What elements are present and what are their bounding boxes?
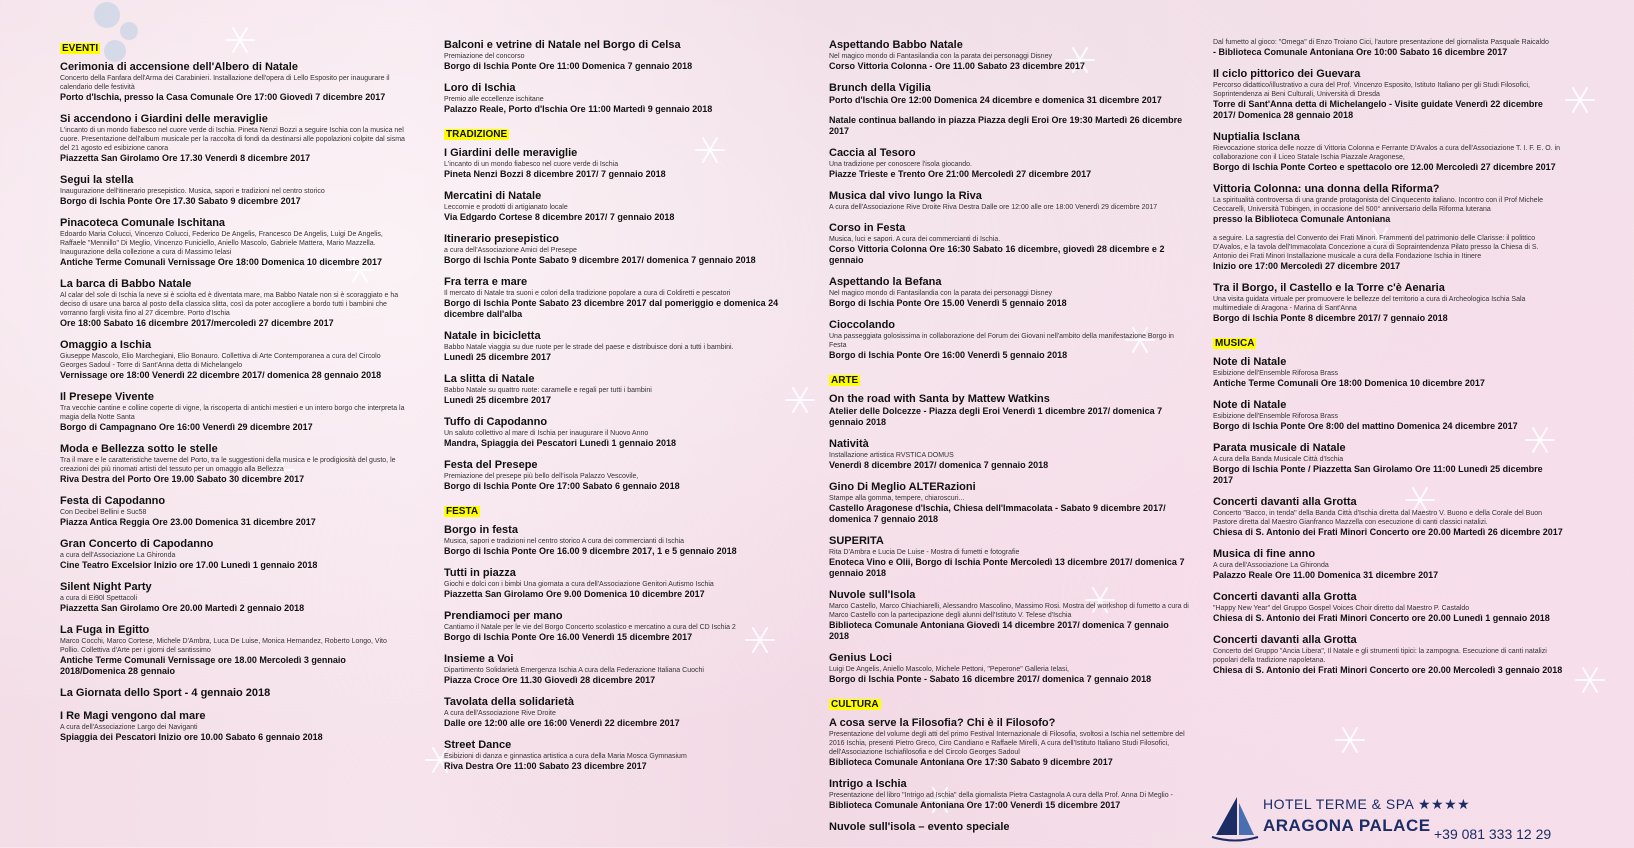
event-title: Nuvole sull'Isola (829, 589, 916, 601)
event-item (60, 580, 405, 614)
event-description: A cura dell'Associazione Largo dei Naviganti (60, 724, 198, 731)
event-description: Cantiamo il Natale per le vie del Borgo Concerto scolastico e mercatino a cura del CD Ischia 2 (444, 624, 736, 631)
event-details: Palazzo Reale, Porto d'Ischia Ore 11:00 Martedì 9 gennaio 2018 (444, 104, 713, 114)
event-description: Concerto del Gruppo "Ancia Libera", Il Natale e gli strumenti tipici: la zampogna. Esecuzione di canti natalizi popolari della tradizione napoletana. (1213, 648, 1547, 664)
event-item (444, 652, 789, 686)
event-title: Insieme a Voi (444, 653, 514, 665)
event-details: Piazzetta San Girolamo Ore 20.00 Martedì 2 gennaio 2018 (60, 603, 305, 613)
event-item (60, 277, 405, 329)
event-details: Borgo di Ischia Ponte Ore 15.00 Venerdì 5 gennaio 2018 (829, 298, 1067, 308)
event-details: Borgo di Ischia Ponte / Piazzetta San Girolamo Ore 11:00 Lunedì 25 dicembre 2017 (1213, 464, 1543, 485)
event-details: Antiche Terme Comunali Ore 18:00 Domenica 10 dicembre 2017 (1213, 378, 1485, 388)
event-description: Presentazione del libro "Intrigo ad Ischia" della giornalista Pietra Castagnola A cura della Prof. Anna Di Meglio - (829, 792, 1173, 799)
logo-hotel-text: HOTEL TERME & SPA ★★★★ (1263, 796, 1471, 812)
event-details: Chiesa di S. Antonio dei Frati Minori Concerto ore 20.00 Martedì 26 dicembre 2017 (1213, 527, 1563, 537)
event-title: Tavolata della solidarietà (444, 696, 575, 708)
event-description: La spiritualità controversa di una grande protagonista del Cinquecento italiano. Incontro con il Prof Michele Ceccarelli, Università Tübingen, in occasione del 500° anniversario della Riforma luterana (1213, 197, 1543, 213)
event-item (60, 60, 405, 103)
event-title: Pinacoteca Comunale Ischitana (60, 217, 226, 229)
event-item (60, 216, 405, 268)
event-item (60, 173, 405, 207)
event-description: Musica, luci e sapori. A cura dei commercianti di Ischia. (829, 236, 1001, 243)
event-title: Gran Concerto di Capodanno (60, 538, 214, 550)
event-title: Parata musicale di Natale (1213, 442, 1346, 454)
event-description: "Happy New Year" del Gruppo Gospel Voices Choir diretto dal Maestro P. Castaldo (1213, 605, 1470, 612)
event-description: Esibizione dell'Ensemble Riforosa Brass (1213, 413, 1339, 420)
event-details: Borgo di Campagnano Ore 16:00 Venerdì 29 dicembre 2017 (60, 422, 313, 432)
event-description: a cura dell'Associazione La Ghironda (60, 552, 176, 559)
event-title: Segui la stella (60, 174, 134, 186)
event-title: Tuffo di Capodanno (444, 416, 548, 428)
event-title: Itinerario presepistico (444, 233, 559, 245)
event-item (444, 415, 789, 449)
event-item (829, 38, 1189, 72)
event-title: SUPERITA (829, 535, 884, 547)
event-title: La Fuga in Egitto (60, 624, 150, 636)
event-item (444, 146, 789, 180)
event-description: Giochi e dolci con i bimbi Una giornata a cura dell'Associazione Genitori Autismo Ischia (444, 581, 714, 588)
event-title: Concerti davanti alla Grotta (1213, 634, 1357, 646)
event-description: Un saluto collettivo al mare di Ischia per inaugurare il Nuovo Anno (444, 430, 649, 437)
event-item (1213, 590, 1563, 624)
event-title: Brunch della Vigilia (829, 82, 931, 94)
event-details: Piazze Trieste e Trento Ore 21:00 Mercoledì 27 dicembre 2017 (829, 169, 1092, 179)
event-description: Una tradizione per conoscere l'isola giocando. (829, 161, 972, 168)
section-heading: FESTA (446, 506, 479, 517)
event-title: Concerti davanti alla Grotta (1213, 591, 1357, 603)
event-description: Stampe alla gomma, tempere, chiaroscuri... (829, 495, 965, 502)
event-description: Premio alle eccellenze ischitane (444, 96, 544, 103)
event-description: L'incanto di un mondo fiabesco nel cuore verde di Ischia. Pineta Nenzi Bozzi a seguire Ischia con la musica nel cuore. Presentazione dell'album musicale per la raccolta di fondi da destinarsi alle popolazioni colpite dal sisma del 21 agosto ed esibizione canora (60, 127, 405, 152)
event-details: Pineta Nenzi Bozzi 8 dicembre 2017/ 7 gennaio 2018 (444, 169, 666, 179)
event-item (60, 623, 405, 677)
event-details: Borgo di Ischia Ponte Ore 16.00 9 dicembre 2017, 1 e 5 gennaio 2018 (444, 546, 737, 556)
event-description: Rita D'Ambra e Lucia De Luise - Mostra di fumetti e fotografie (829, 549, 1020, 556)
event-item (1213, 441, 1563, 486)
event-description: Con Decibel Bellini e Suc58 (60, 509, 147, 516)
event-description: A cura della Banda Musicale Città d'Ischia (1213, 456, 1344, 463)
event-details: Vernissage ore 18:00 Venerdì 22 dicembre 2017/ domenica 28 gennaio 2018 (60, 370, 382, 380)
event-description: Premiazione del presepe più bello dell'isola Palazzo Vescovile, (444, 473, 639, 480)
event-title: Mercatini di Natale (444, 190, 542, 202)
event-title: Festa di Capodanno (60, 495, 166, 507)
event-title: Il ciclo pittorico dei Guevara (1213, 68, 1361, 80)
event-details: Biblioteca Comunale Antoniana Giovedì 14 dicembre 2017/ domenica 7 gennaio 2018 (829, 620, 1169, 641)
event-details: Cine Teatro Excelsior Inizio ore 17.00 Lunedì 1 gennaio 2018 (60, 560, 318, 570)
event-description: Marco Cocchi, Marco Cortese, Michele D'Ambra, Luca De Luise, Monica Hernandez, Roberto Longo, Vito Pollio. Collettiva d'Arte per i giorni del santissimo (60, 638, 387, 654)
section-heading: EVENTI (62, 43, 99, 54)
event-description: Inaugurazione dell'itinerario presepistico. Musica, sapori e tradizioni nel centro storico (60, 188, 325, 195)
event-item (444, 329, 789, 363)
event-details: Venerdì 8 dicembre 2017/ domenica 7 gennaio 2018 (829, 460, 1049, 470)
event-title: Silent Night Party (60, 581, 152, 593)
hotel-logo (1210, 795, 1600, 845)
event-details: Piazza Antica Reggia Ore 23.00 Domenica 31 dicembre 2017 (60, 517, 316, 527)
event-title: Tra il Borgo, il Castello e la Torre c'è Aenaria (1213, 282, 1445, 294)
section-heading: MUSICA (1215, 338, 1255, 349)
event-details: Porto d'Ischia Ore 12:00 Domenica 24 dicembre e domenica 31 dicembre 2017 (829, 95, 1162, 105)
event-description: Dal fumetto al gioco: "Omega" di Enzo Troiano Cici, l'autore presentazione del giornalista Pasquale Raicaldo (1213, 39, 1549, 46)
event-title: Intrigo a Ischia (829, 778, 907, 790)
event-item (1213, 633, 1563, 676)
event-details: Borgo di Ischia Ponte Sabato 23 dicembre 2017 dal pomeriggio e domenica 24 dicembre dall'alba (444, 298, 779, 319)
event-item (829, 480, 1189, 525)
event-details: Biblioteca Comunale Antoniana Ore 17:00 Venerdì 15 dicembre 2017 (829, 800, 1121, 810)
event-item (1213, 495, 1563, 538)
event-description: A cura dell'Associazione Rive Droite Riva Destra Dalle ore 12:00 alle ore 18:00 Venerdì 29 dicembre 2017 (829, 204, 1158, 211)
event-description: L'incanto di un mondo fiabesco nel cuore verde di Ischia (444, 161, 619, 168)
event-title: Corso in Festa (829, 222, 906, 234)
event-description: Edoardo Maria Colucci, Vincenzo Colucci, Federico De Angelis, Francesco De Angelis, Luigi De Angelis, Raffaele "Mennillo" Di Meglio, Vincenzo Funiciello, Aniello Mascolo, Gabriele Mattera, Mario Mazzella. Inaugurazione della collezione a cura di Massimo Ielasi (60, 231, 383, 256)
event-title: Borgo in festa (444, 524, 518, 536)
event-title: Nuptialia Isclana (1213, 131, 1300, 143)
section-heading: CULTURA (831, 699, 879, 710)
event-title: Note di Natale (1213, 356, 1287, 368)
event-title: I Giardini delle meraviglie (444, 147, 578, 159)
event-item (829, 534, 1189, 579)
event-title: Omaggio a Ischia (60, 339, 152, 351)
event-details: Torre di Sant'Anna detta di Michelangelo - Visite guidate Venerdì 22 dicembre 2017/ Domenica 28 gennaio 2018 (1213, 99, 1543, 120)
event-details: Chiesa di S. Antonio dei Frati Minori Concerto ore 20.00 Mercoledì 3 gennaio 2018 (1213, 665, 1563, 675)
event-title: Il Presepe Vivente (60, 391, 154, 403)
decor-bubble (94, 2, 120, 28)
column-3 (829, 38, 1189, 843)
event-title: Musica di fine anno (1213, 548, 1316, 560)
event-item (829, 716, 1189, 768)
event-item (60, 442, 405, 485)
event-description: a cura di Ei90l Spettacoli (60, 595, 138, 602)
event-details: Borgo di Ischia Ponte 8 dicembre 2017/ 7 gennaio 2018 (1213, 313, 1448, 323)
event-item (60, 390, 405, 433)
event-description: Giuseppe Mascolo, Elio Marchegiani, Elio Bonauro. Collettiva di Arte Contemporanea a cura del Circolo Georges Sadoul - Torre di Sant'Anna detta di Michelangelo (60, 353, 381, 369)
event-title: Fra terra e mare (444, 276, 528, 288)
event-details: Borgo di Ischia Ponte Sabato 9 dicembre 2017/ domenica 7 gennaio 2018 (444, 255, 756, 265)
section-heading: TRADIZIONE (446, 129, 508, 140)
event-item (444, 372, 789, 406)
event-title: I Re Magi vengono dal mare (60, 710, 206, 722)
event-details: Piazzetta San Girolamo Ore 17.30 Venerdì 8 dicembre 2017 (60, 153, 311, 163)
event-title: Natale in bicicletta (444, 330, 541, 342)
event-details: Antiche Terme Comunali Vernissage Ore 18:00 Domenica 10 dicembre 2017 (60, 257, 382, 267)
event-description: Nel magico mondo di Fantasilandia con la parata dei personaggi Disney (829, 53, 1052, 60)
event-title: Tutti in piazza (444, 567, 516, 579)
event-item (444, 458, 789, 492)
event-title: Natività (829, 438, 869, 450)
event-item (444, 695, 789, 729)
event-details: - Biblioteca Comunale Antoniana Ore 10:00 Sabato 16 dicembre 2017 (1213, 47, 1508, 57)
event-item (60, 338, 405, 381)
event-description: Premiazione del concorso (444, 53, 525, 60)
event-details: Dalle ore 12:00 alle ore 16:00 Venerdì 22 dicembre 2017 (444, 718, 680, 728)
event-title: Loro di Ischia (444, 82, 516, 94)
sailboat-icon (1210, 795, 1260, 843)
event-details: Ore 18:00 Sabato 16 dicembre 2017/mercoledì 27 dicembre 2017 (60, 318, 334, 328)
event-details: Riva Destra Ore 11:00 Sabato 23 dicembre 2017 (444, 761, 647, 771)
event-item (60, 494, 405, 528)
event-item (444, 232, 789, 266)
event-description: Il mercato di Natale tra suoni e colori della tradizione popolare a cura di Coldiretti e pescatori (444, 290, 731, 297)
event-description: Luigi De Angelis, Aniello Mascolo, Michele Pettoni, "Peperone" Galleria Ielasi, (829, 666, 1069, 673)
event-details: Atelier delle Dolcezze - Piazza degli Eroi Venerdì 1 dicembre 2017/ domenica 7 gennaio 2018 (829, 406, 1163, 427)
event-item (1213, 355, 1563, 389)
event-details: Lunedì 25 dicembre 2017 (444, 395, 552, 405)
event-title: Si accendono i Giardini delle meraviglie (60, 113, 268, 125)
event-description: Esibizioni di danza e ginnastica artistica a cura della Maria Mosca Gymnasium (444, 753, 687, 760)
event-title: A cosa serve la Filosofia? Chi è il Filosofo? (829, 717, 1056, 729)
event-details: Borgo di Ischia Ponte Ore 8:00 del mattino Domenica 24 dicembre 2017 (1213, 421, 1518, 431)
event-item (829, 146, 1189, 180)
event-description: Marco Castello, Marco Chiachiarelli, Alessandro Mascolino, Massimo Rosi. Mostra del workshop di fumetto a cura di Marco Castello con la partecipazione degli alunni dell'Istituto V. Telese d'Ischia (829, 603, 1189, 619)
event-details: Inizio ore 17:00 Mercoledì 27 dicembre 2017 (1213, 261, 1401, 271)
event-description: Una visita guidata virtuale per promuovere le bellezze del territorio a cura di Archeologica Ischia Sala multimediale di Aragona - Marina di Sant'Anna (1213, 296, 1526, 312)
event-item (1213, 38, 1563, 58)
event-title: Vittoria Colonna: una donna della Riforma? (1213, 183, 1440, 195)
event-description: Tra vecchie cantine e colline coperte di vigne, la riscoperta di antichi mestieri e un intero borgo che interpreta la magia della Notte Santa (60, 405, 405, 421)
event-item (444, 275, 789, 320)
section-heading: ARTE (831, 375, 859, 386)
event-details: Biblioteca Comunale Antoniana Ore 17:30 Sabato 9 dicembre 2017 (829, 757, 1113, 767)
event-details: Borgo di Ischia Ponte Ore 16.00 Venerdì 15 dicembre 2017 (444, 632, 693, 642)
event-item (829, 318, 1189, 361)
event-description: Musica, sapori e tradizioni nel centro storico A cura dei commercianti di Ischia (444, 538, 685, 545)
event-item (829, 437, 1189, 471)
event-description: Tra il mare e le caratteristiche taverne del Porto, tra le suggestioni della musica e le prodigiosità del gusto, le creazioni dei più rinomati artisti del tessuto per un omaggio alla Bellezza (60, 457, 396, 473)
event-description: Nel magico mondo di Fantasilandia con la parata dei personaggi Disney (829, 290, 1052, 297)
event-item (60, 709, 405, 743)
event-title: Street Dance (444, 739, 512, 751)
event-description: Leccornie e prodotti di artigianato locale (444, 204, 568, 211)
event-item (829, 221, 1189, 266)
event-details: Piazzetta San Girolamo Ore 9.00 Domenica 10 dicembre 2017 (444, 589, 705, 599)
event-item (829, 820, 1189, 834)
event-details: Borgo di Ischia Ponte Ore 17:00 Sabato 6 gennaio 2018 (444, 481, 680, 491)
event-details: Enoteca Vino e Olii, Borgo di Ischia Ponte Mercoledì 13 dicembre 2017/ domenica 7 gennaio 2018 (829, 557, 1185, 578)
event-details: Borgo di Ischia Ponte Corteo e spettacolo ore 12.00 Mercoledì 27 dicembre 2017 (1213, 162, 1556, 172)
event-item (1213, 234, 1563, 272)
event-details: Via Edgardo Cortese 8 dicembre 2017/ 7 gennaio 2018 (444, 212, 675, 222)
event-item (829, 651, 1189, 685)
event-title: On the road with Santa by Mattew Watkins (829, 393, 1050, 405)
event-details: Borgo di Ischia Ponte Ore 11:00 Domenica 7 gennaio 2018 (444, 61, 693, 71)
event-details: Mandra, Spiaggia dei Pescatori Lunedì 1 gennaio 2018 (444, 438, 677, 448)
event-title: Concerti davanti alla Grotta (1213, 496, 1357, 508)
event-description: Rievocazione storica delle nozze di Vittoria Colonna e Ferrante D'Avalos a cura dell'Associazione T. I. F. E. O. in collaborazione con il Liceo Statale Ischia Piazzale Aragonese, (1213, 145, 1561, 161)
event-item (1213, 547, 1563, 581)
event-title: Aspettando la Befana (829, 276, 942, 288)
event-item (829, 275, 1189, 309)
event-title: Balconi e vetrine di Natale nel Borgo di Celsa (444, 39, 681, 51)
event-description: Concerto "Bacco, in tenda" della Banda Città d'Ischia diretta dal Maestro V. Buono e della Corale del Buon Pastore diretta dal Maestro Gianfranco Mazzella con esecuzione di canti classici natalizi. (1213, 510, 1543, 526)
event-description: Concerto della Fanfara dell'Arma dei Carabinieri. Installazione dell'opera di Lello Esposito per inaugurare il calendario delle festività (60, 75, 390, 91)
event-details: Corso Vittoria Colonna Ore 16:30 Sabato 16 dicembre, giovedì 28 dicembre e 2 gennaio (829, 244, 1165, 265)
event-item (444, 523, 789, 557)
event-item (60, 112, 405, 164)
event-details: Porto d'Ischia, presso la Casa Comunale Ore 17:00 Giovedì 7 dicembre 2017 (60, 92, 386, 102)
event-description: Percorso didattico/illustrativo a cura del Prof. Vincenzo Esposito, Istituto Italiano per gli Studi Filosofici, Soprintendenza ai Beni Culturali, Università di Dresda (1213, 82, 1530, 98)
event-title: Moda e Bellezza sotto le stelle (60, 443, 218, 455)
event-title: Caccia al Tesoro (829, 147, 916, 159)
event-description: Esibizione dell'Ensemble Riforosa Brass (1213, 370, 1339, 377)
event-item (1213, 281, 1563, 324)
event-description: A cura dell'Associazione Rive Droite (444, 710, 556, 717)
event-description: Babbo Natale su quattro ruote: caramelle e regali per tutti i bambini (444, 387, 652, 394)
column-2 (444, 38, 789, 781)
event-item (444, 738, 789, 772)
event-description: Installazione artistica RVSTICA DOMUS (829, 452, 954, 459)
event-title: Musica dal vivo lungo la Riva (829, 190, 982, 202)
event-item (444, 609, 789, 643)
event-description: Dipartimento Solidarietà Emergenza Ischia A cura della Federazione Italiana Cuochi (444, 667, 704, 674)
event-description: Una passeggiata golosissima in collaborazione del Forum dei Giovani nell'ambito della manifestazione Borgo in Festa (829, 333, 1174, 349)
event-item (60, 537, 405, 571)
event-item (829, 588, 1189, 642)
event-item (829, 115, 1189, 137)
event-description: a cura dell'Associazione Amici del Presepe (444, 247, 577, 254)
column-4 (1213, 38, 1563, 685)
event-item (444, 189, 789, 223)
event-item (1213, 182, 1563, 225)
event-title: Prendiamoci per mano (444, 610, 563, 622)
event-title: Note di Natale (1213, 399, 1287, 411)
event-item (829, 392, 1189, 428)
event-title: Aspettando Babbo Natale (829, 39, 963, 51)
event-description: Presentazione del volume degli atti del primo Festival Internazionale di Filosofia, svoltosi a Ischia nel settembre del 2016 Ischia, presenti Pietro Greco, Ciro Candiano e Raffaele Mirelli, A cura dell'Istituto Italiano Studi Filosofici, dell'Associazione Ischiafilosofia e del Circolo Georges Sadoul (829, 731, 1185, 756)
event-item (60, 686, 405, 700)
event-item (1213, 67, 1563, 121)
event-title: Genius Loci (829, 652, 892, 664)
column-1 (60, 38, 405, 752)
event-details: Castello Aragonese d'Ischia, Chiesa dell'Immacolata - Sabato 9 dicembre 2017/ domenica 7 gennaio 2018 (829, 503, 1166, 524)
event-title: La Giornata dello Sport - 4 gennaio 2018 (60, 687, 271, 699)
event-description: Al calar del sole di Ischia la neve si è sciolta ed è diventata mare, ma Babbo Natale non si è scoraggiato e ha deciso di usare una barca al posto della classica slitta, così da poter accogliere a bordo tutti i bambini che vorranno fargli visita fino al 27 dicembre. Porto d'Ischia (60, 292, 399, 317)
event-title: Festa del Presepe (444, 459, 538, 471)
event-details: Antiche Terme Comunali Vernissage ore 18.00 Mercoledì 3 gennaio 2018/Domenica 28 gennaio (60, 655, 346, 676)
event-title: Gino Di Meglio ALTERazioni (829, 481, 976, 493)
event-item (444, 38, 789, 72)
event-description: a seguire. La sagrestia del Convento dei Frati Minori. Frammenti del patrimonio delle Clarisse: il polittico D'Avalos, e la tavola dell'Immacolata Concezione a cura di Sopraintendenza Pilato presso la Chiesa di S. Antonio dei Frati Minori Installazione musicale a cura della Fondazione Ischia in Itinere (1213, 235, 1539, 260)
event-item (829, 81, 1189, 106)
event-details: Piazza Croce Ore 11.30 Giovedì 28 dicembre 2017 (444, 675, 656, 685)
event-details: Borgo di Ischia Ponte Ore 16:00 Venerdì 5 gennaio 2018 (829, 350, 1068, 360)
event-item (444, 566, 789, 600)
event-item (829, 189, 1189, 212)
event-title: Nuvole sull'isola – evento speciale (829, 821, 1010, 833)
event-description: A cura dell'Associazione La Ghironda (1213, 562, 1329, 569)
event-details: Lunedì 25 dicembre 2017 (444, 352, 552, 362)
event-details: Spiaggia dei Pescatori Inizio ore 10.00 Sabato 6 gennaio 2018 (60, 732, 323, 742)
event-description: Babbo Natale viaggia su due ruote per le strade del paese e distribuisce doni a tutti i bambini. (444, 344, 734, 351)
event-details: presso la Biblioteca Comunale Antoniana (1213, 214, 1391, 224)
event-details: Chiesa di S. Antonio dei Frati Minori Concerto ore 20.00 Lunedì 1 gennaio 2018 (1213, 613, 1550, 623)
event-details: Palazzo Reale Ore 11.00 Domenica 31 dicembre 2017 (1213, 570, 1439, 580)
event-title: Cerimonia di accensione dell'Albero di Natale (60, 61, 298, 73)
event-details: Corso Vittoria Colonna - Ore 11.00 Sabato 23 dicembre 2017 (829, 61, 1085, 71)
event-details: Riva Destra del Porto Ore 19.00 Sabato 30 dicembre 2017 (60, 474, 305, 484)
event-details: Borgo di Ischia Ponte - Sabato 16 dicembre 2017/ domenica 7 gennaio 2018 (829, 674, 1152, 684)
event-details: Borgo di Ischia Ponte Ore 17.30 Sabato 9 dicembre 2017 (60, 196, 301, 206)
logo-hotel-name: ARAGONA PALACE (1263, 816, 1431, 835)
event-item (1213, 130, 1563, 173)
event-title: Cioccolando (829, 319, 896, 331)
event-item (444, 81, 789, 115)
event-title: La slitta di Natale (444, 373, 535, 385)
event-item (1213, 398, 1563, 432)
event-details: Natale continua ballando in piazza Piazza degli Eroi Ore 19:30 Martedì 26 dicembre 2017 (829, 115, 1183, 136)
event-item (829, 777, 1189, 811)
logo-phone-number: +39 081 333 12 29 (1434, 826, 1552, 842)
event-title: La barca di Babbo Natale (60, 278, 192, 290)
